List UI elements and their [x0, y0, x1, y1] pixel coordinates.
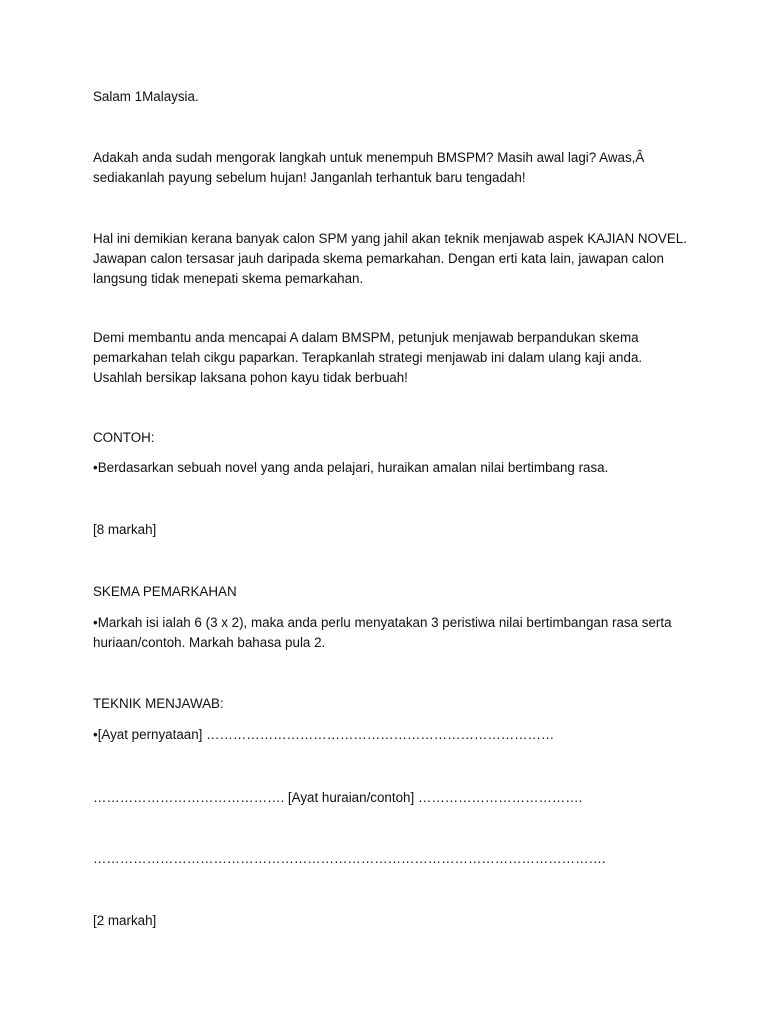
intro-paragraph: [93, 148, 693, 188]
intro-line: Adakah anda sudah mengorak langkah untuk menempuh BMSPM? Masih awal lagi? Awas,Â: [93, 150, 645, 165]
contoh-question: •Berdasarkan sebuah novel yang anda pelajari, huraikan amalan nilai bertimbang rasa.: [93, 460, 609, 475]
problem-line: Hal ini demikian kerana banyak calon SPM yang jahil akan teknik menjawab aspek KAJIAN NOVEL.: [93, 231, 687, 246]
problem-line: Jawapan calon tersasar jauh daripada skema pemarkahan. Dengan erti kata lain, jawapan calon: [93, 251, 664, 266]
help-paragraph: [93, 328, 693, 388]
teknik-heading: TEKNIK MENJAWAB:: [93, 696, 224, 711]
problem-paragraph: [93, 229, 693, 289]
help-line: pemarkahan telah cikgu paparkan. Terapkanlah strategi menjawab ini dalam ulang kaji anda.: [93, 350, 643, 365]
problem-line: langsung tidak menepati skema pemarkahan.: [93, 271, 364, 286]
help-line: Usahlah bersikap laksana pohon kayu tidak berbuah!: [93, 370, 408, 385]
skema-text: [93, 613, 693, 653]
help-line: Demi membantu anda mencapai A dalam BMSPM, petunjuk menjawab berpandukan skema: [93, 330, 639, 345]
marks-8: [8 markah]: [93, 522, 157, 537]
contoh-heading: CONTOH:: [93, 430, 155, 445]
marks-2: [2 markah]: [93, 913, 157, 928]
teknik-line-1: •[Ayat pernyataan] ……………………………………………………………………: [93, 727, 555, 742]
greeting: Salam 1Malaysia.: [93, 89, 199, 104]
skema-line: huriaan/contoh. Markah bahasa pula 2.: [93, 635, 326, 650]
intro-line: sediakanlah payung sebelum hujan! Janganlah terhantuk baru tengadah!: [93, 170, 526, 185]
skema-line: •Markah isi ialah 6 (3 x 2), maka anda perlu menyatakan 3 peristiwa nilai bertimbangan rasa serta: [93, 615, 672, 630]
skema-heading: SKEMA PEMARKAHAN: [93, 584, 237, 599]
teknik-line-3: …………………………………………………………………………………………………….: [93, 851, 606, 866]
teknik-line-2: ……………………………………. [Ayat huraian/contoh] ……………………………….: [93, 790, 583, 805]
